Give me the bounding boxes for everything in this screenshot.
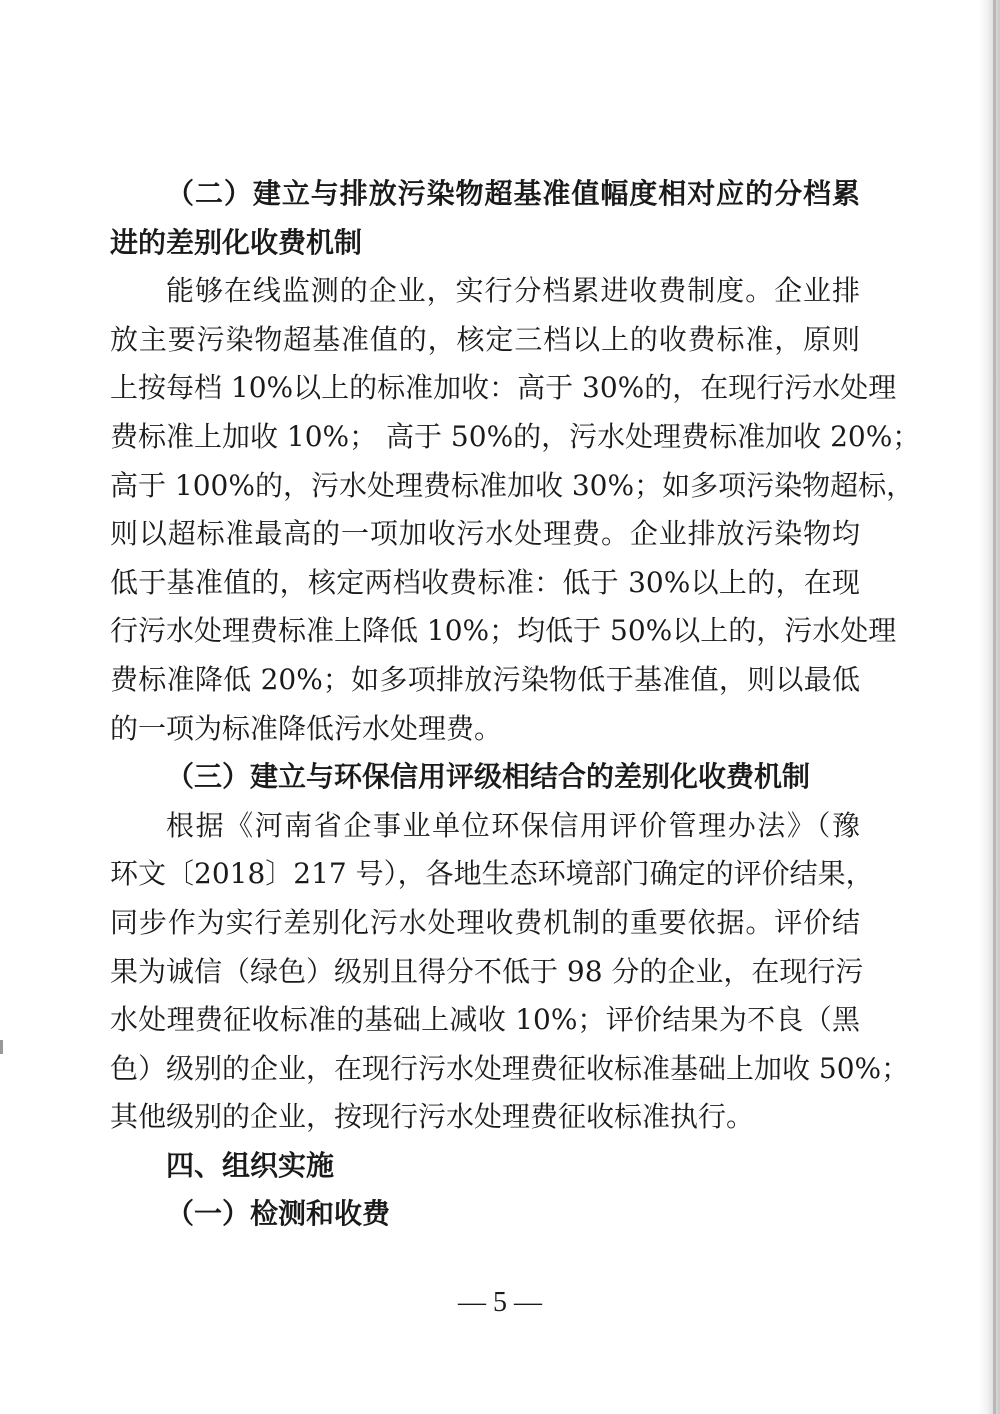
heading-line: （二）建立与排放污染物超基准值幅度相对应的分档累: [166, 177, 860, 210]
section-2-paragraph: [110, 267, 921, 753]
scan-speck: [0, 1040, 3, 1054]
document-body: [110, 170, 921, 1239]
paragraph-line: 果为诚信（绿色）级别且得分不低于 98 分的企业，在现行污: [110, 954, 864, 988]
paragraph-line: 行污水处理费标准上降低 10%；均低于 50%以上的，污水处理: [110, 614, 897, 648]
paragraph-line: 放主要污染物超基准值的，核定三档以上的收费标准，原则: [110, 322, 860, 356]
section-4-subheading: （一）检测和收费: [166, 1197, 391, 1231]
paragraph-line: 上按每档 10%以上的标准加收：高于 30%的，在现行污水处理: [110, 371, 897, 405]
paragraph-line: 环文〔2018〕217 号），各地生态环境部门确定的评价结果，: [110, 857, 874, 891]
paragraph-line: 其他级别的企业，按现行污水处理费征收标准执行。: [110, 1100, 755, 1134]
paragraph-line: 则以超标准最高的一项加收污水处理费。企业排放污染物均: [110, 517, 860, 551]
paragraph-line: 低于基准值的，核定两档收费标准：低于 30%以上的，在现: [110, 565, 860, 599]
section-2-heading: [110, 170, 860, 267]
paragraph-line: 能够在线监测的企业，实行分档累进收费制度。企业排: [166, 274, 860, 308]
heading-line: 进的差别化收费机制: [110, 225, 363, 259]
paragraph-line: 根据《河南省企事业单位环保信用评价管理办法》（豫: [166, 808, 860, 842]
paragraph-line: 色）级别的企业，在现行污水处理费征收标准基础上加收 50%；: [110, 1051, 910, 1085]
paragraph-line: 的一项为标准降低污水处理费。: [110, 711, 503, 745]
scan-right-edge: [993, 0, 996, 1414]
paragraph-line: 费标准上加收 10%； 高于 50%的，污水处理费标准加收 20%；: [110, 419, 921, 453]
page-number: — 5 —: [458, 1287, 542, 1318]
scan-right-shadow: [978, 0, 1000, 1414]
section-4-heading: 四、组织实施: [166, 1148, 335, 1182]
section-3-heading: （三）建立与环保信用评级相结合的差别化收费机制: [166, 760, 811, 794]
paragraph-line: 同步作为实行差别化污水处理收费机制的重要依据。评价结: [110, 905, 860, 939]
paragraph-line: 水处理费征收标准的基础上减收 10%；评价结果为不良（黑: [110, 1003, 860, 1037]
paragraph-line: 费标准降低 20%；如多项排放污染物低于基准值，则以最低: [110, 662, 860, 696]
section-3-paragraph: [110, 802, 910, 1142]
paragraph-line: 高于 100%的，污水处理费标准加收 30%；如多项污染物超标，: [110, 468, 915, 502]
